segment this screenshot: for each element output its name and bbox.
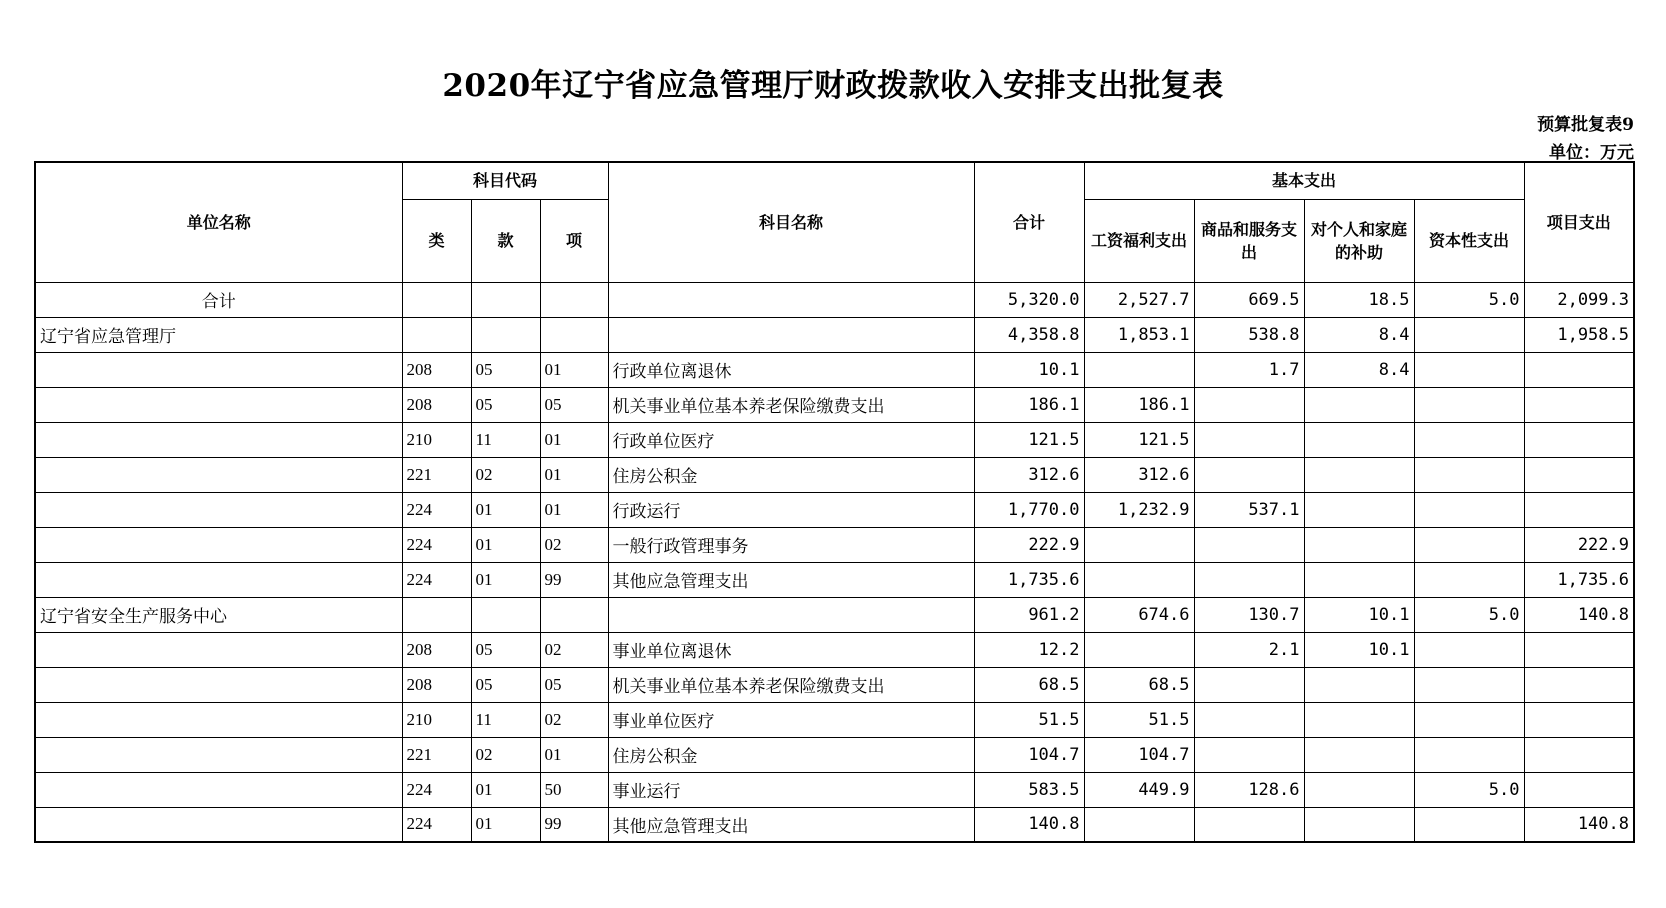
- cell-xiang: 02: [540, 702, 608, 737]
- cell-goods-services: 130.7: [1194, 597, 1304, 632]
- cell-subject-name: [608, 597, 974, 632]
- cell-goods-services: 538.8: [1194, 317, 1304, 352]
- cell-lei: [402, 597, 471, 632]
- cell-project: 140.8: [1524, 807, 1634, 842]
- cell-xiang: 01: [540, 492, 608, 527]
- cell-total: 186.1: [974, 387, 1084, 422]
- cell-unit-name: [35, 632, 402, 667]
- cell-wages: [1084, 352, 1194, 387]
- table-header: [35, 162, 1634, 282]
- cell-xiang: [540, 317, 608, 352]
- header-subject-code: 科目代码: [402, 162, 608, 199]
- cell-total: 121.5: [974, 422, 1084, 457]
- cell-goods-services: [1194, 457, 1304, 492]
- cell-subject-name: 其他应急管理支出: [608, 807, 974, 842]
- cell-subsidy: [1304, 772, 1414, 807]
- cell-capital: [1414, 562, 1524, 597]
- cell-subject-name: 行政单位离退休: [608, 352, 974, 387]
- cell-goods-services: [1194, 807, 1304, 842]
- cell-kuan: 11: [471, 422, 540, 457]
- cell-xiang: 02: [540, 632, 608, 667]
- cell-goods-services: 669.5: [1194, 282, 1304, 317]
- cell-subsidy: [1304, 807, 1414, 842]
- cell-subsidy: 8.4: [1304, 317, 1414, 352]
- table-row: [35, 387, 1634, 422]
- cell-subject-name: 住房公积金: [608, 737, 974, 772]
- cell-xiang: 99: [540, 807, 608, 842]
- cell-subject-name: [608, 317, 974, 352]
- cell-wages: 51.5: [1084, 702, 1194, 737]
- cell-project: [1524, 387, 1634, 422]
- header-xiang: 项: [540, 199, 608, 282]
- cell-wages: 449.9: [1084, 772, 1194, 807]
- cell-unit-name: [35, 352, 402, 387]
- cell-wages: [1084, 527, 1194, 562]
- cell-xiang: 01: [540, 737, 608, 772]
- cell-goods-services: [1194, 527, 1304, 562]
- cell-subsidy: [1304, 667, 1414, 702]
- table-row: [35, 282, 1634, 317]
- cell-unit-name: [35, 422, 402, 457]
- unit-label: 单位：万元: [1549, 143, 1634, 163]
- cell-subsidy: [1304, 702, 1414, 737]
- cell-lei: 224: [402, 562, 471, 597]
- cell-kuan: 05: [471, 667, 540, 702]
- cell-lei: 210: [402, 422, 471, 457]
- cell-wages: 121.5: [1084, 422, 1194, 457]
- cell-kuan: 01: [471, 527, 540, 562]
- cell-total: 5,320.0: [974, 282, 1084, 317]
- cell-wages: 104.7: [1084, 737, 1194, 772]
- cell-subsidy: 8.4: [1304, 352, 1414, 387]
- cell-xiang: 05: [540, 387, 608, 422]
- cell-subsidy: 10.1: [1304, 597, 1414, 632]
- cell-kuan: 01: [471, 562, 540, 597]
- cell-lei: 210: [402, 702, 471, 737]
- cell-kuan: 05: [471, 387, 540, 422]
- cell-xiang: 50: [540, 772, 608, 807]
- cell-kuan: [471, 317, 540, 352]
- table-row: [35, 562, 1634, 597]
- table-row: [35, 737, 1634, 772]
- cell-total: 1,770.0: [974, 492, 1084, 527]
- cell-xiang: 01: [540, 352, 608, 387]
- cell-project: [1524, 702, 1634, 737]
- cell-unit-name: [35, 387, 402, 422]
- cell-goods-services: [1194, 422, 1304, 457]
- header-kuan: 款: [471, 199, 540, 282]
- cell-total: 140.8: [974, 807, 1084, 842]
- cell-project: [1524, 352, 1634, 387]
- cell-lei: 208: [402, 387, 471, 422]
- table-row: [35, 632, 1634, 667]
- cell-capital: [1414, 457, 1524, 492]
- cell-unit-name: [35, 702, 402, 737]
- cell-xiang: 99: [540, 562, 608, 597]
- cell-total: 12.2: [974, 632, 1084, 667]
- cell-project: 1,958.5: [1524, 317, 1634, 352]
- cell-subject-name: 行政单位医疗: [608, 422, 974, 457]
- cell-subsidy: [1304, 492, 1414, 527]
- cell-subsidy: [1304, 422, 1414, 457]
- cell-lei: 221: [402, 457, 471, 492]
- cell-unit-name: [35, 737, 402, 772]
- cell-kuan: 01: [471, 492, 540, 527]
- table-row: [35, 422, 1634, 457]
- cell-wages: 1,232.9: [1084, 492, 1194, 527]
- cell-project: [1524, 667, 1634, 702]
- cell-unit-name: [35, 492, 402, 527]
- cell-xiang: 01: [540, 457, 608, 492]
- cell-wages: 674.6: [1084, 597, 1194, 632]
- cell-kuan: [471, 597, 540, 632]
- header-wages: 工资福利支出: [1084, 199, 1194, 282]
- cell-capital: [1414, 632, 1524, 667]
- cell-kuan: 05: [471, 632, 540, 667]
- cell-capital: [1414, 527, 1524, 562]
- cell-subsidy: [1304, 457, 1414, 492]
- table-row: [35, 597, 1634, 632]
- table-row: [35, 527, 1634, 562]
- table-row: [35, 807, 1634, 842]
- header-capital: 资本性支出: [1414, 199, 1524, 282]
- table-row: [35, 772, 1634, 807]
- cell-wages: 186.1: [1084, 387, 1194, 422]
- cell-capital: [1414, 807, 1524, 842]
- cell-xiang: 05: [540, 667, 608, 702]
- cell-project: 2,099.3: [1524, 282, 1634, 317]
- cell-goods-services: [1194, 702, 1304, 737]
- cell-subsidy: 18.5: [1304, 282, 1414, 317]
- table-row: [35, 317, 1634, 352]
- cell-total: 104.7: [974, 737, 1084, 772]
- cell-capital: 5.0: [1414, 597, 1524, 632]
- cell-subsidy: 10.1: [1304, 632, 1414, 667]
- cell-kuan: 11: [471, 702, 540, 737]
- cell-total: 1,735.6: [974, 562, 1084, 597]
- table-row: [35, 492, 1634, 527]
- page-title: 2020年辽宁省应急管理厅财政拨款收入安排支出批复表: [442, 68, 1224, 104]
- cell-kuan: 01: [471, 807, 540, 842]
- cell-wages: 68.5: [1084, 667, 1194, 702]
- table-row: [35, 457, 1634, 492]
- cell-capital: [1414, 667, 1524, 702]
- cell-subject-name: 事业运行: [608, 772, 974, 807]
- cell-total: 68.5: [974, 667, 1084, 702]
- cell-lei: 224: [402, 807, 471, 842]
- cell-subsidy: [1304, 387, 1414, 422]
- cell-total: 583.5: [974, 772, 1084, 807]
- header-project-expenditure: 项目支出: [1524, 162, 1634, 282]
- cell-total: 4,358.8: [974, 317, 1084, 352]
- cell-capital: [1414, 422, 1524, 457]
- cell-goods-services: 128.6: [1194, 772, 1304, 807]
- cell-goods-services: [1194, 387, 1304, 422]
- header-total: 合计: [974, 162, 1084, 282]
- cell-xiang: [540, 597, 608, 632]
- cell-lei: 224: [402, 772, 471, 807]
- cell-subject-name: 事业单位离退休: [608, 632, 974, 667]
- cell-unit-name: 辽宁省应急管理厅: [35, 317, 402, 352]
- cell-goods-services: 2.1: [1194, 632, 1304, 667]
- form-number: 预算批复表9: [1537, 115, 1634, 135]
- cell-total: 961.2: [974, 597, 1084, 632]
- cell-subject-name: 机关事业单位基本养老保险缴费支出: [608, 387, 974, 422]
- cell-wages: 2,527.7: [1084, 282, 1194, 317]
- cell-capital: 5.0: [1414, 772, 1524, 807]
- table-body: [35, 282, 1634, 842]
- table-row: [35, 352, 1634, 387]
- cell-unit-name: [35, 667, 402, 702]
- cell-subsidy: [1304, 527, 1414, 562]
- header-unit-name: 单位名称: [35, 162, 402, 282]
- cell-kuan: [471, 282, 540, 317]
- header-lei: 类: [402, 199, 471, 282]
- cell-kuan: 02: [471, 457, 540, 492]
- cell-unit-name: [35, 562, 402, 597]
- cell-project: [1524, 492, 1634, 527]
- cell-wages: [1084, 632, 1194, 667]
- cell-capital: [1414, 352, 1524, 387]
- header-subject-name: 科目名称: [608, 162, 974, 282]
- cell-lei: 221: [402, 737, 471, 772]
- cell-project: [1524, 632, 1634, 667]
- cell-wages: [1084, 807, 1194, 842]
- cell-capital: [1414, 702, 1524, 737]
- header-goods-services: 商品和服务支出: [1194, 199, 1304, 282]
- cell-xiang: 01: [540, 422, 608, 457]
- cell-goods-services: 537.1: [1194, 492, 1304, 527]
- cell-capital: [1414, 387, 1524, 422]
- cell-unit-name: [35, 457, 402, 492]
- cell-total: 51.5: [974, 702, 1084, 737]
- table-row: [35, 667, 1634, 702]
- cell-unit-name: [35, 807, 402, 842]
- cell-project: 1,735.6: [1524, 562, 1634, 597]
- header-basic-expenditure: 基本支出: [1084, 162, 1524, 199]
- cell-project: [1524, 457, 1634, 492]
- cell-project: [1524, 737, 1634, 772]
- cell-total: 222.9: [974, 527, 1084, 562]
- cell-kuan: 05: [471, 352, 540, 387]
- cell-subject-name: 住房公积金: [608, 457, 974, 492]
- cell-unit-name: 辽宁省安全生产服务中心: [35, 597, 402, 632]
- cell-unit-name: [35, 772, 402, 807]
- cell-subject-name: 行政运行: [608, 492, 974, 527]
- cell-project: [1524, 422, 1634, 457]
- cell-wages: 1,853.1: [1084, 317, 1194, 352]
- cell-capital: 5.0: [1414, 282, 1524, 317]
- cell-total: 312.6: [974, 457, 1084, 492]
- cell-project: [1524, 772, 1634, 807]
- cell-unit-name: 合计: [35, 282, 402, 317]
- cell-lei: [402, 282, 471, 317]
- cell-subject-name: [608, 282, 974, 317]
- cell-capital: [1414, 492, 1524, 527]
- cell-lei: 208: [402, 632, 471, 667]
- cell-subject-name: 事业单位医疗: [608, 702, 974, 737]
- table-row: [35, 702, 1634, 737]
- cell-kuan: 02: [471, 737, 540, 772]
- cell-lei: 208: [402, 667, 471, 702]
- cell-xiang: 02: [540, 527, 608, 562]
- cell-goods-services: 1.7: [1194, 352, 1304, 387]
- cell-xiang: [540, 282, 608, 317]
- cell-lei: [402, 317, 471, 352]
- cell-subject-name: 其他应急管理支出: [608, 562, 974, 597]
- cell-project: 222.9: [1524, 527, 1634, 562]
- cell-goods-services: [1194, 737, 1304, 772]
- cell-lei: 224: [402, 492, 471, 527]
- cell-subsidy: [1304, 562, 1414, 597]
- cell-lei: 208: [402, 352, 471, 387]
- cell-wages: [1084, 562, 1194, 597]
- cell-project: 140.8: [1524, 597, 1634, 632]
- cell-subsidy: [1304, 737, 1414, 772]
- cell-goods-services: [1194, 562, 1304, 597]
- cell-lei: 224: [402, 527, 471, 562]
- cell-kuan: 01: [471, 772, 540, 807]
- cell-capital: [1414, 317, 1524, 352]
- cell-subject-name: 机关事业单位基本养老保险缴费支出: [608, 667, 974, 702]
- budget-table: [34, 161, 1635, 843]
- cell-capital: [1414, 737, 1524, 772]
- header-subsidy: 对个人和家庭的补助: [1304, 199, 1414, 282]
- cell-wages: 312.6: [1084, 457, 1194, 492]
- cell-goods-services: [1194, 667, 1304, 702]
- cell-unit-name: [35, 527, 402, 562]
- cell-subject-name: 一般行政管理事务: [608, 527, 974, 562]
- cell-total: 10.1: [974, 352, 1084, 387]
